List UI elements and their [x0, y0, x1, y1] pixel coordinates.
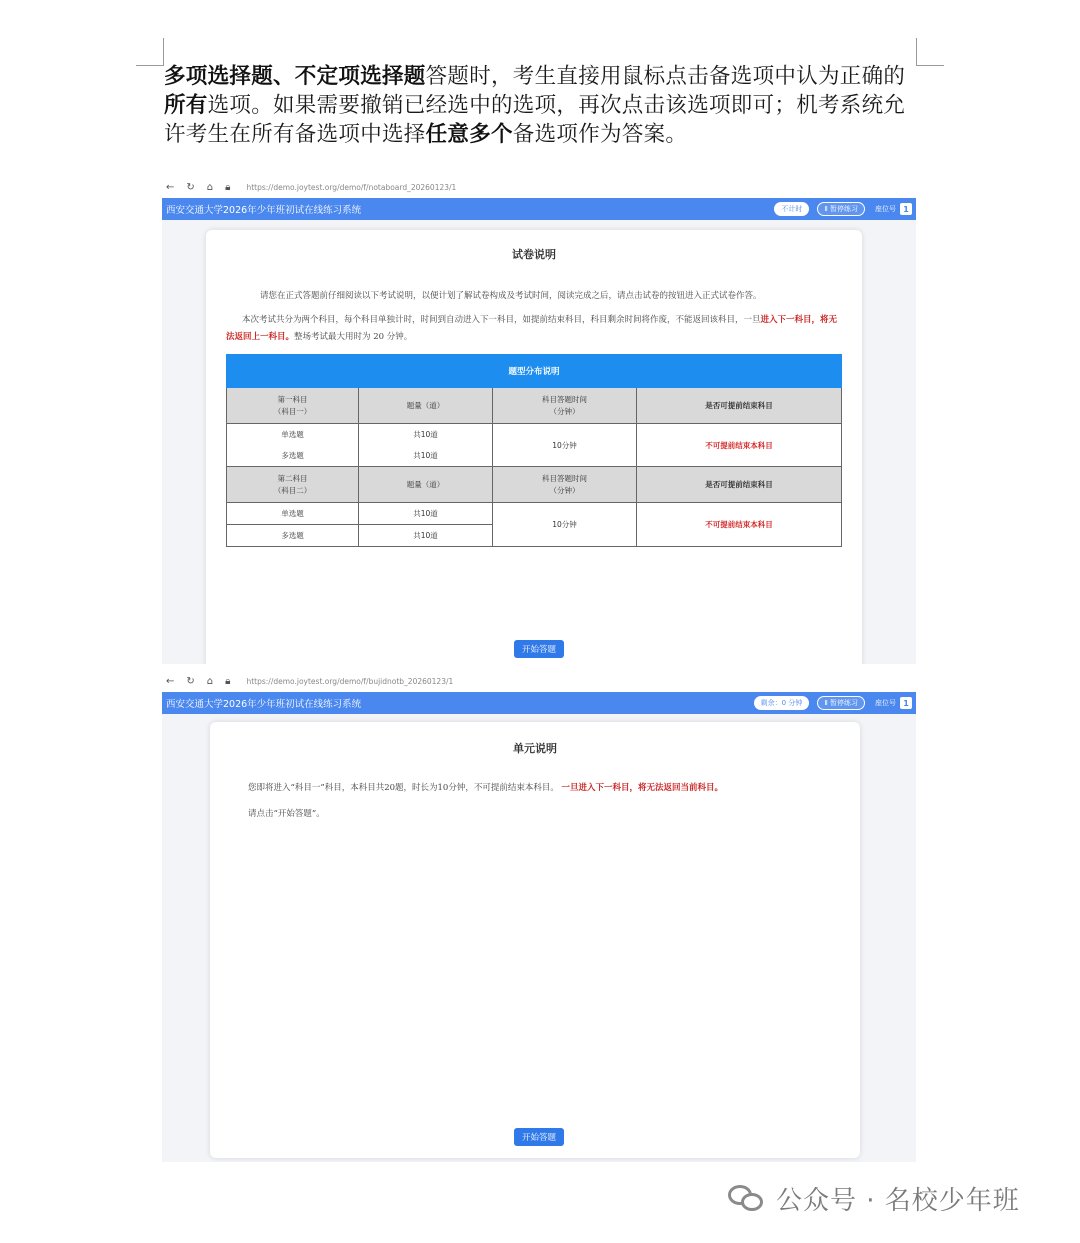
home-icon[interactable]: ⌂: [206, 181, 214, 193]
home-icon[interactable]: ⌂: [206, 675, 214, 687]
start-answer-button[interactable]: 开始答题: [514, 640, 564, 658]
section2-col-subject: 第二科目 （科目二）: [227, 467, 359, 503]
unit-paragraph-2: 请点击“开始答题”。: [248, 809, 325, 819]
app-title: 西安交通大学2026年少年班初试在线练习系统: [166, 205, 362, 216]
reload-icon[interactable]: ↻: [186, 675, 195, 687]
exam-paragraph-2: [226, 312, 844, 346]
section2-type-single: 单选题: [227, 503, 359, 525]
crop-mark-left: [136, 38, 164, 66]
section1-col-subject: 第一科目 （科目一）: [227, 388, 359, 424]
wechat-footer: [728, 1180, 1020, 1217]
section1-type-multi: 多选题: [281, 451, 304, 460]
section2-header-row: [227, 467, 842, 503]
seat-info: [875, 697, 912, 709]
instructions-card: [206, 230, 862, 664]
app-title: 西安交通大学2026年少年班初试在线练习系统: [166, 699, 362, 710]
section1-count-single: 共10道: [413, 430, 438, 439]
unit-paragraph-1-warning: 一旦进入下一科目，将无法返回当前科目。: [561, 783, 724, 793]
intro-bold-1: 多项选择题、不定项选择题: [164, 64, 426, 89]
url-text[interactable]: https://demo.joytest.org/demo/f/notaboard_20260123/1: [246, 182, 457, 192]
section1-col-count: 题量（道）: [359, 388, 493, 424]
exam-paragraph-2-tail: 整场考试最大用时为 20 分钟。: [294, 332, 413, 342]
lock-icon: 🔒︎: [225, 675, 231, 687]
unit-card: [210, 722, 860, 1158]
wechat-icon: [728, 1183, 766, 1215]
browser-address-bar: [162, 670, 916, 692]
seat-info: [875, 203, 912, 215]
timer-pill: 不计时: [774, 202, 809, 216]
table-header: 题型分布说明: [227, 355, 842, 388]
section2-type-multi: 多选题: [227, 525, 359, 547]
section1-counts-cell: [359, 424, 493, 467]
section1-count-multi: 共10道: [413, 451, 438, 460]
intro-text-1: 答题时，考生直接用鼠标点击备选项中认为正确的: [425, 64, 906, 89]
section2-col-end: 是否可提前结束科目: [637, 467, 842, 503]
table-header-row: [227, 355, 842, 388]
section1-type-single: 单选题: [281, 430, 304, 439]
back-icon[interactable]: ←: [166, 181, 175, 193]
table-row: [227, 503, 842, 525]
back-icon[interactable]: ←: [166, 675, 175, 687]
lock-icon: 🔒︎: [225, 181, 231, 193]
url-text[interactable]: https://demo.joytest.org/demo/f/bujidnotb_20260123/1: [246, 676, 454, 686]
section2-time: 10分钟: [493, 503, 637, 547]
section2-count-single: 共10道: [359, 503, 493, 525]
seat-label: 座位号: [875, 699, 896, 707]
browser-address-bar: [162, 176, 916, 198]
card-title: 试卷说明: [512, 248, 556, 261]
section2-count-multi: 共10道: [359, 525, 493, 547]
exam-paragraph-2-warning: 进入下一科目，将无法返回上一科目。: [226, 315, 838, 342]
pause-button[interactable]: Ⅱ 暂停练习: [817, 202, 865, 216]
intro-bold-3: 任意多个: [425, 122, 513, 147]
section2-end-rule: 不可提前结束本科目: [637, 503, 842, 547]
screenshot-unit-instructions: [162, 670, 916, 1162]
exam-paragraph-2-plain: 本次考试共分为两个科目，每个科目单独计时，时间到自动进入下一科目，如提前结束科目，科目剩余时间将作废，不能返回该科目，一旦: [242, 315, 761, 325]
unit-paragraph-1-plain: 您即将进入“科目一”科目，本科目共20题，时长为10分钟，不可提前结束本科目。: [248, 783, 559, 793]
intro-bold-2: 所有: [164, 93, 208, 118]
seat-label: 座位号: [875, 205, 896, 213]
intro-text-2: 选项。如果需要撤销已经选中的选项，再次点击该选项即可；机考系统允许考生在所有备选项中选择: [164, 93, 906, 147]
unit-paragraph-1: [248, 780, 848, 797]
section1-col-time: 科目答题时间 （分钟）: [493, 388, 637, 424]
section1-types-cell: [227, 424, 359, 467]
section1-time: 10分钟: [493, 424, 637, 467]
timer-pill: 剩余：0 分钟: [754, 696, 810, 710]
section1-header-row: [227, 388, 842, 424]
section2-col-count: 题量（道）: [359, 467, 493, 503]
intro-text-3: 备选项作为答案。: [512, 122, 688, 147]
section1-col-end: 是否可提前结束科目: [637, 388, 842, 424]
question-distribution-table: [226, 354, 842, 547]
table-row: [227, 424, 842, 467]
reload-icon[interactable]: ↻: [186, 181, 195, 193]
seat-number: 1: [900, 697, 912, 709]
intro-paragraph: [164, 62, 924, 149]
section1-end-rule: 不可提前结束本科目: [637, 424, 842, 467]
card-title: 单元说明: [513, 742, 557, 755]
seat-number: 1: [900, 203, 912, 215]
app-header: [162, 692, 916, 714]
section2-col-time: 科目答题时间 （分钟）: [493, 467, 637, 503]
footer-text: 公众号 · 名校少年班: [776, 1186, 1020, 1216]
app-header: [162, 198, 916, 220]
pause-button[interactable]: Ⅱ 暂停练习: [817, 696, 865, 710]
start-answer-button[interactable]: 开始答题: [514, 1128, 564, 1146]
screenshot-exam-instructions: [162, 176, 916, 664]
exam-paragraph-1: 请您在正式答题前仔细阅读以下考试说明，以便计划了解试卷构成及考试时间，阅读完成之后，请点击试卷的按钮进入正式试卷作答。: [260, 291, 762, 301]
